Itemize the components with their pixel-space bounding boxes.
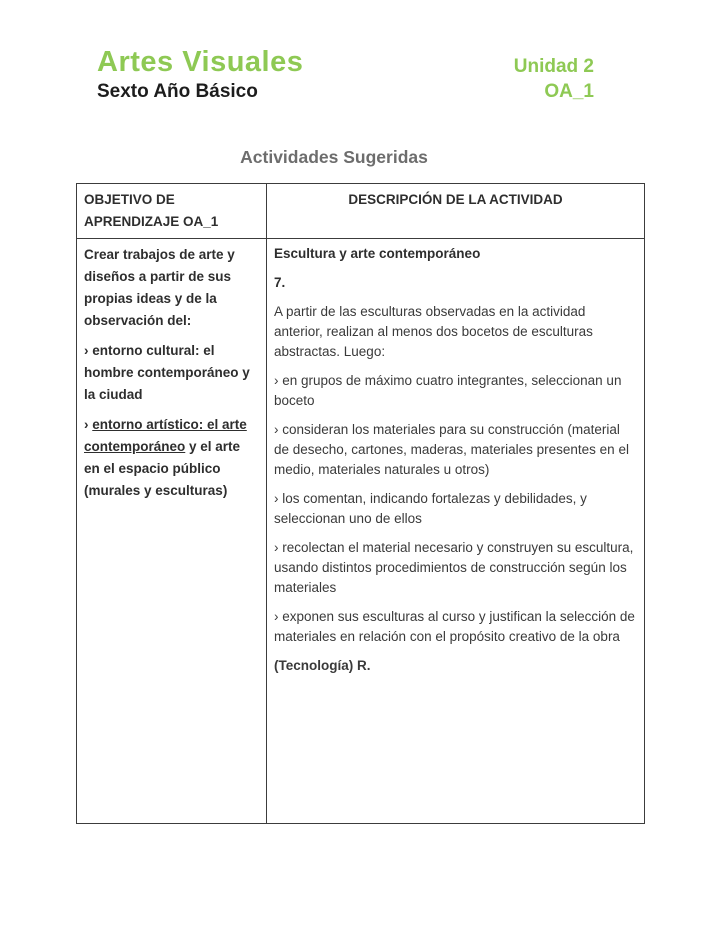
activity-bullet: › exponen sus esculturas al curso y justifican la selección de materiales en relación con el propósito creativo de la obra bbox=[274, 609, 635, 644]
objective-bullet-cultural: › entorno cultural: el hombre contemporáneo y la ciudad bbox=[84, 343, 250, 402]
bullet-marker: › bbox=[84, 417, 93, 432]
oa-code-label: OA_1 bbox=[544, 81, 594, 102]
activity-bullet: › consideran los materiales para su construcción (material de desecho, cartones, maderas, materiales presentes en el medio, materiales naturales u otros) bbox=[274, 422, 629, 477]
activity-bullet: › en grupos de máximo cuatro integrantes, seleccionan un boceto bbox=[274, 373, 622, 408]
activity-topic: Escultura y arte contemporáneo bbox=[274, 246, 481, 261]
objective-bullet-artistico bbox=[84, 414, 259, 502]
header-left bbox=[97, 45, 303, 104]
doc-title: Artes Visuales bbox=[97, 46, 304, 78]
activity-bullet: › recolectan el material necesario y construyen su escultura, usando distintos procedimientos de construcción según los materiales bbox=[274, 540, 634, 595]
doc-subtitle: Sexto Año Básico bbox=[97, 81, 258, 102]
objective-underlined-text: entorno artístico: el arte contemporáneo bbox=[84, 417, 247, 454]
objective-column-header: OBJETIVO DE APRENDIZAJE OA_1 bbox=[77, 184, 267, 239]
description-column-header: DESCRIPCIÓN DE LA ACTIVIDAD bbox=[267, 184, 645, 239]
activity-bullet: › los comentan, indicando fortalezas y debilidades, y seleccionan uno de ellos bbox=[274, 491, 587, 526]
document-header bbox=[0, 0, 720, 104]
header-right bbox=[514, 54, 594, 104]
activities-table bbox=[76, 183, 645, 824]
objective-intro: Crear trabajos de arte y diseños a partir de sus propias ideas y de la observación del: bbox=[84, 247, 235, 328]
description-cell bbox=[267, 239, 645, 824]
activity-number: 7. bbox=[274, 275, 286, 290]
activity-intro: A partir de las esculturas observadas en la actividad anterior, realizan al menos dos bocetos de esculturas abstractas. Luego: bbox=[274, 304, 593, 359]
objective-bullet-rest: y el arte en el espacio público (murales y esculturas) bbox=[84, 439, 241, 498]
unit-label: Unidad 2 bbox=[513, 56, 594, 77]
table-body-row bbox=[77, 239, 645, 824]
table-header-row bbox=[77, 184, 645, 239]
section-title: Actividades Sugeridas bbox=[240, 147, 428, 167]
technology-tag: (Tecnología) R. bbox=[274, 658, 371, 673]
objective-cell bbox=[77, 239, 267, 824]
